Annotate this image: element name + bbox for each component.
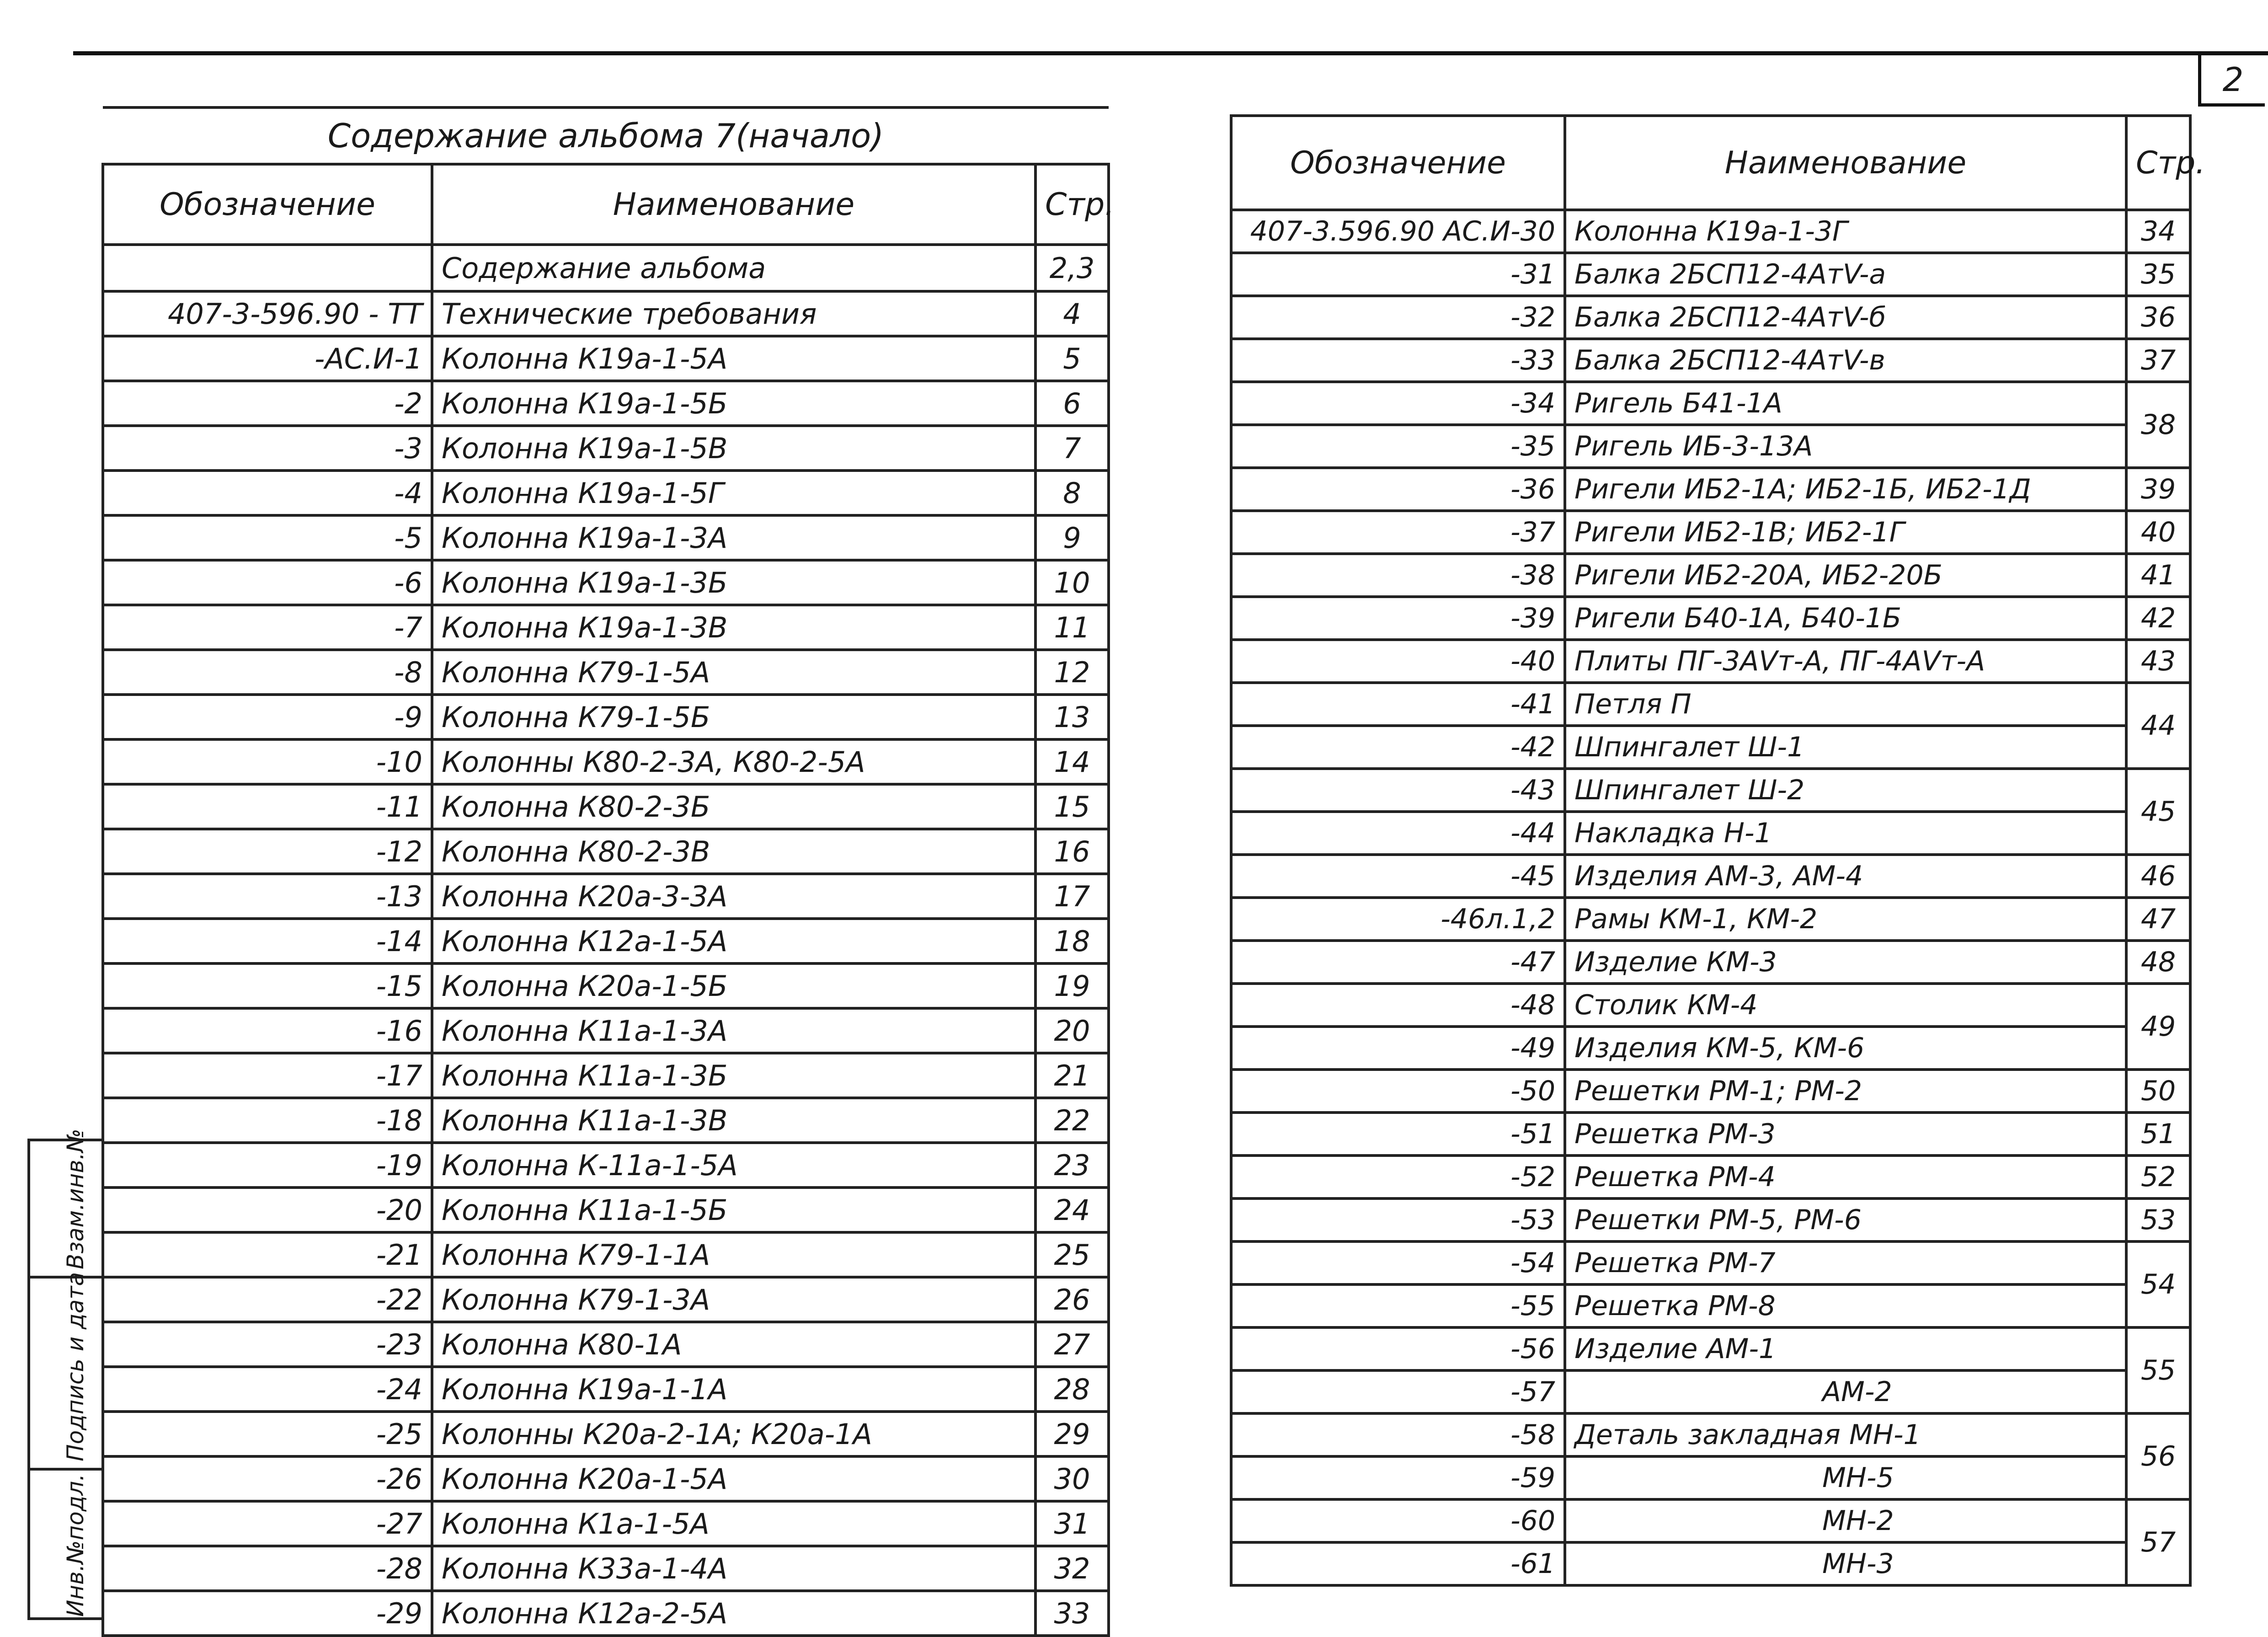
table-row <box>103 605 1109 650</box>
page-cell: 2,3 <box>1035 245 1109 291</box>
name-cell: Рамы КМ-1, КМ-2 <box>1565 898 2126 941</box>
page-cell: 28 <box>1035 1367 1109 1412</box>
table-row <box>1231 984 2190 1027</box>
designation-cell: -37 <box>1231 511 1565 554</box>
name-cell: Колонна К19а-1-1А <box>432 1367 1035 1412</box>
table-row <box>103 919 1109 963</box>
page-cell: 15 <box>1035 784 1109 829</box>
designation-cell: -25 <box>103 1412 432 1456</box>
header-page: Стр. <box>2126 116 2190 210</box>
name-cell: АМ-2 <box>1565 1370 2126 1413</box>
page-cell: 4 <box>1035 291 1109 336</box>
name-cell: Решетка РМ-3 <box>1565 1113 2126 1156</box>
page-cell: 56 <box>2126 1413 2190 1499</box>
page-cell: 34 <box>2126 210 2190 253</box>
left-table-body <box>103 245 1109 1636</box>
page-cell: 43 <box>2126 640 2190 683</box>
header-designation: Обозначение <box>103 164 432 245</box>
page-cell: 5 <box>1035 336 1109 381</box>
designation-cell: -22 <box>103 1277 432 1322</box>
page-cell: 55 <box>2126 1327 2190 1413</box>
name-cell: Колонна К80-2-3В <box>432 829 1035 874</box>
page-cell: 57 <box>2126 1499 2190 1585</box>
name-cell: Колонна К11а-1-3А <box>432 1008 1035 1053</box>
page-cell: 19 <box>1035 963 1109 1008</box>
name-cell: МН-2 <box>1565 1499 2126 1542</box>
name-cell: Колонна К19а-1-3Г <box>1565 210 2126 253</box>
name-cell: Ригели ИБ2-1В; ИБ2-1Г <box>1565 511 2126 554</box>
designation-cell: -39 <box>1231 597 1565 640</box>
designation-cell: -21 <box>103 1232 432 1277</box>
page-cell: 49 <box>2126 984 2190 1070</box>
designation-cell: -48 <box>1231 984 1565 1027</box>
page-cell: 13 <box>1035 695 1109 739</box>
table-row <box>1231 1198 2190 1241</box>
name-cell: Колонна К80-1А <box>432 1322 1035 1367</box>
name-cell: Колонны К20а-2-1А; К20а-1А <box>432 1412 1035 1456</box>
name-cell: Содержание альбома <box>432 245 1035 291</box>
designation-cell: -51 <box>1231 1113 1565 1156</box>
page-cell: 38 <box>2126 382 2190 468</box>
name-cell: Колонна К79-1-5А <box>432 650 1035 695</box>
page-cell: 46 <box>2126 855 2190 898</box>
page-cell: 54 <box>2126 1241 2190 1327</box>
name-cell: МН-5 <box>1565 1456 2126 1499</box>
page-cell: 8 <box>1035 471 1109 515</box>
page-cell: 31 <box>1035 1501 1109 1546</box>
name-cell: Колонна К19а-1-3Б <box>432 560 1035 605</box>
designation-cell: -12 <box>103 829 432 874</box>
table-row <box>103 1143 1109 1188</box>
table-row <box>103 963 1109 1008</box>
table-row <box>103 1053 1109 1098</box>
designation-cell: -38 <box>1231 554 1565 597</box>
name-cell: Ригель Б41-1А <box>1565 382 2126 425</box>
table-row <box>1231 597 2190 640</box>
designation-cell: -49 <box>1231 1027 1565 1070</box>
table-row <box>1231 1413 2190 1456</box>
designation-cell: -46л.1,2 <box>1231 898 1565 941</box>
designation-cell: -54 <box>1231 1241 1565 1284</box>
table-row <box>1231 1370 2190 1413</box>
table-row <box>1231 1156 2190 1198</box>
designation-cell <box>103 245 432 291</box>
name-cell: Колонна К12а-2-5А <box>432 1591 1035 1636</box>
name-cell: Решетки РМ-1; РМ-2 <box>1565 1070 2126 1113</box>
page-cell: 10 <box>1035 560 1109 605</box>
designation-cell: -11 <box>103 784 432 829</box>
name-cell: Колонна К12а-1-5А <box>432 919 1035 963</box>
name-cell: Колонна К19а-1-5А <box>432 336 1035 381</box>
table-row <box>1231 898 2190 941</box>
table-row <box>103 1456 1109 1501</box>
table-row <box>103 245 1109 291</box>
name-cell: Колонна К33а-1-4А <box>432 1546 1035 1591</box>
table-row <box>1231 640 2190 683</box>
designation-cell: -31 <box>1231 253 1565 296</box>
name-cell: Ригель ИБ-3-13А <box>1565 425 2126 468</box>
stamp-label-signature: Подпись и дата <box>62 1272 89 1461</box>
table-row <box>1231 1284 2190 1327</box>
table-row <box>103 1591 1109 1636</box>
name-cell: Балка 2БСП12-4АтV-в <box>1565 339 2126 382</box>
name-cell: Колонна К20а-1-5А <box>432 1456 1035 1501</box>
name-cell: Изделие КМ-3 <box>1565 941 2126 984</box>
designation-cell: -3 <box>103 426 432 471</box>
table-row <box>103 426 1109 471</box>
page-cell: 26 <box>1035 1277 1109 1322</box>
name-cell: Ригели ИБ2-1А; ИБ2-1Б, ИБ2-1Д <box>1565 468 2126 511</box>
designation-cell: -29 <box>103 1591 432 1636</box>
table-row <box>103 291 1109 336</box>
designation-cell: -33 <box>1231 339 1565 382</box>
sheet-number: 2 <box>2198 55 2265 107</box>
table-row <box>1231 210 2190 253</box>
designation-cell: -13 <box>103 874 432 919</box>
designation-cell: -9 <box>103 695 432 739</box>
name-cell: Колонна К11а-1-3В <box>432 1098 1035 1143</box>
table-row <box>103 784 1109 829</box>
table-row <box>103 515 1109 560</box>
page-cell: 45 <box>2126 769 2190 855</box>
designation-cell: -14 <box>103 919 432 963</box>
name-cell: Колонна К79-1-1А <box>432 1232 1035 1277</box>
name-cell: Колонны К80-2-3А, К80-2-5А <box>432 739 1035 784</box>
page-cell: 21 <box>1035 1053 1109 1098</box>
header-designation: Обозначение <box>1231 116 1565 210</box>
page-cell: 36 <box>2126 296 2190 339</box>
designation-cell: -34 <box>1231 382 1565 425</box>
table-row <box>1231 382 2190 425</box>
stamp-cell-signature <box>30 1272 101 1471</box>
approval-side-stamp <box>27 1129 101 1620</box>
name-cell: Столик КМ-4 <box>1565 984 2126 1027</box>
page-cell: 16 <box>1035 829 1109 874</box>
table-row <box>1231 769 2190 812</box>
name-cell: Решетки РМ-5, РМ-6 <box>1565 1198 2126 1241</box>
header-name: Наименование <box>432 164 1035 245</box>
table-row <box>103 471 1109 515</box>
table-row <box>103 1188 1109 1232</box>
page-cell: 9 <box>1035 515 1109 560</box>
name-cell: Колонна К79-1-3А <box>432 1277 1035 1322</box>
page-cell: 12 <box>1035 650 1109 695</box>
table-row <box>1231 1456 2190 1499</box>
designation-cell: -50 <box>1231 1070 1565 1113</box>
right-table-body <box>1231 210 2190 1585</box>
name-cell: Петля П <box>1565 683 2126 726</box>
designation-cell: 407-3-596.90 - ТТ <box>103 291 432 336</box>
page-cell: 48 <box>2126 941 2190 984</box>
page-cell: 29 <box>1035 1412 1109 1456</box>
table-row <box>1231 1241 2190 1284</box>
page-cell: 24 <box>1035 1188 1109 1232</box>
designation-cell: -2 <box>103 381 432 426</box>
table-row <box>103 650 1109 695</box>
table-row <box>1231 812 2190 855</box>
page-cell: 22 <box>1035 1098 1109 1143</box>
table-row <box>1231 726 2190 769</box>
table-row <box>1231 253 2190 296</box>
table-row <box>1231 1542 2190 1585</box>
name-cell: Деталь закладная МН-1 <box>1565 1413 2126 1456</box>
table-row <box>1231 554 2190 597</box>
page-cell: 11 <box>1035 605 1109 650</box>
name-cell: Колонна К-11а-1-5А <box>432 1143 1035 1188</box>
page-cell: 18 <box>1035 919 1109 963</box>
table-row <box>103 1008 1109 1053</box>
table-row <box>103 739 1109 784</box>
designation-cell: -6 <box>103 560 432 605</box>
table-row <box>103 1546 1109 1591</box>
table-row <box>1231 1027 2190 1070</box>
designation-cell: -16 <box>103 1008 432 1053</box>
table-row <box>103 1501 1109 1546</box>
designation-cell: -26 <box>103 1456 432 1501</box>
table-row <box>103 1277 1109 1322</box>
name-cell: Колонна К19а-1-5Г <box>432 471 1035 515</box>
designation-cell: -28 <box>103 1546 432 1591</box>
name-cell: Изделия АМ-3, АМ-4 <box>1565 855 2126 898</box>
contents-table-left <box>101 106 1115 1637</box>
designation-cell: -35 <box>1231 425 1565 468</box>
table-row <box>1231 1499 2190 1542</box>
name-cell: Изделия КМ-5, КМ-6 <box>1565 1027 2126 1070</box>
page-cell: 50 <box>2126 1070 2190 1113</box>
name-cell: Изделие АМ-1 <box>1565 1327 2126 1370</box>
designation-cell: -18 <box>103 1098 432 1143</box>
header-page: Стр. <box>1035 164 1109 245</box>
designation-cell: -56 <box>1231 1327 1565 1370</box>
designation-cell: -43 <box>1231 769 1565 812</box>
designation-cell: -7 <box>103 605 432 650</box>
name-cell: Колонна К20а-3-3А <box>432 874 1035 919</box>
page-cell: 42 <box>2126 597 2190 640</box>
album-contents-caption: Содержание альбома 7(начало) <box>103 107 1109 164</box>
stamp-label-replacement: Взам.инв.№ <box>62 1129 89 1269</box>
designation-cell: -23 <box>103 1322 432 1367</box>
table-row <box>103 560 1109 605</box>
designation-cell: -45 <box>1231 855 1565 898</box>
table-row <box>103 695 1109 739</box>
page-cell: 17 <box>1035 874 1109 919</box>
page-cell: 23 <box>1035 1143 1109 1188</box>
table-row <box>1231 855 2190 898</box>
name-cell: МН-3 <box>1565 1542 2126 1585</box>
page-cell: 53 <box>2126 1198 2190 1241</box>
table-row <box>103 829 1109 874</box>
designation-cell: 407-3.596.90 АС.И-30 <box>1231 210 1565 253</box>
name-cell: Колонна К11а-1-3Б <box>432 1053 1035 1098</box>
page-cell: 35 <box>2126 253 2190 296</box>
designation-cell: -47 <box>1231 941 1565 984</box>
designation-cell: -27 <box>103 1501 432 1546</box>
designation-cell: -4 <box>103 471 432 515</box>
name-cell: Технические требования <box>432 291 1035 336</box>
stamp-cell-replacement <box>30 1129 101 1279</box>
stamp-cell-inventory <box>30 1471 101 1623</box>
name-cell: Ригели ИБ2-20А, ИБ2-20Б <box>1565 554 2126 597</box>
name-cell: Балка 2БСП12-4АтV-б <box>1565 296 2126 339</box>
page-cell: 47 <box>2126 898 2190 941</box>
name-cell: Колонна К20а-1-5Б <box>432 963 1035 1008</box>
designation-cell: -42 <box>1231 726 1565 769</box>
page-cell: 14 <box>1035 739 1109 784</box>
designation-cell: -10 <box>103 739 432 784</box>
page-cell: 25 <box>1035 1232 1109 1277</box>
designation-cell: -5 <box>103 515 432 560</box>
table-row <box>1231 1327 2190 1370</box>
name-cell: Балка 2БСП12-4АтV-а <box>1565 253 2126 296</box>
designation-cell: -61 <box>1231 1542 1565 1585</box>
designation-cell: -15 <box>103 963 432 1008</box>
table-row <box>1231 425 2190 468</box>
contents-table-right <box>1230 114 2205 1587</box>
table-row <box>103 1322 1109 1367</box>
name-cell: Ригели Б40-1А, Б40-1Б <box>1565 597 2126 640</box>
name-cell: Накладка Н-1 <box>1565 812 2126 855</box>
designation-cell: -44 <box>1231 812 1565 855</box>
name-cell: Шпингалет Ш-1 <box>1565 726 2126 769</box>
designation-cell: -32 <box>1231 296 1565 339</box>
designation-cell: -55 <box>1231 1284 1565 1327</box>
table-row <box>103 874 1109 919</box>
stamp-label-inventory: Инв.№подл. <box>62 1473 89 1617</box>
table-row <box>103 336 1109 381</box>
name-cell: Колонна К79-1-5Б <box>432 695 1035 739</box>
page-cell: 7 <box>1035 426 1109 471</box>
table-row <box>103 1367 1109 1412</box>
page-cell: 27 <box>1035 1322 1109 1367</box>
designation-cell: -40 <box>1231 640 1565 683</box>
name-cell: Колонна К1а-1-5А <box>432 1501 1035 1546</box>
name-cell: Колонна К19а-1-5Б <box>432 381 1035 426</box>
top-border-line <box>73 51 2268 55</box>
name-cell: Решетка РМ-8 <box>1565 1284 2126 1327</box>
table-row <box>1231 1113 2190 1156</box>
name-cell: Плиты ПГ-3АVт-А, ПГ-4АVт-А <box>1565 640 2126 683</box>
designation-cell: -59 <box>1231 1456 1565 1499</box>
page-cell: 39 <box>2126 468 2190 511</box>
table-row <box>1231 468 2190 511</box>
table-row <box>103 1232 1109 1277</box>
table-row <box>1231 683 2190 726</box>
page-cell: 44 <box>2126 683 2190 769</box>
table-row <box>1231 1070 2190 1113</box>
table-row <box>1231 296 2190 339</box>
page-cell: 20 <box>1035 1008 1109 1053</box>
page-cell: 37 <box>2126 339 2190 382</box>
designation-cell: -19 <box>103 1143 432 1188</box>
name-cell: Колонна К80-2-3Б <box>432 784 1035 829</box>
name-cell: Колонна К19а-1-3В <box>432 605 1035 650</box>
table-row <box>103 1098 1109 1143</box>
designation-cell: -41 <box>1231 683 1565 726</box>
page-cell: 32 <box>1035 1546 1109 1591</box>
designation-cell: -53 <box>1231 1198 1565 1241</box>
page-cell: 6 <box>1035 381 1109 426</box>
designation-cell: -52 <box>1231 1156 1565 1198</box>
designation-cell: -60 <box>1231 1499 1565 1542</box>
header-name: Наименование <box>1565 116 2126 210</box>
page-cell: 40 <box>2126 511 2190 554</box>
designation-cell: -57 <box>1231 1370 1565 1413</box>
name-cell: Решетка РМ-4 <box>1565 1156 2126 1198</box>
name-cell: Шпингалет Ш-2 <box>1565 769 2126 812</box>
table-row <box>103 381 1109 426</box>
designation-cell: -8 <box>103 650 432 695</box>
page-cell: 30 <box>1035 1456 1109 1501</box>
designation-cell: -17 <box>103 1053 432 1098</box>
name-cell: Колонна К19а-1-5В <box>432 426 1035 471</box>
page-cell: 41 <box>2126 554 2190 597</box>
table-row <box>103 1412 1109 1456</box>
name-cell: Колонна К19а-1-3А <box>432 515 1035 560</box>
designation-cell: -58 <box>1231 1413 1565 1456</box>
designation-cell: -АС.И-1 <box>103 336 432 381</box>
name-cell: Решетка РМ-7 <box>1565 1241 2126 1284</box>
page-cell: 51 <box>2126 1113 2190 1156</box>
designation-cell: -36 <box>1231 468 1565 511</box>
table-row <box>1231 339 2190 382</box>
name-cell: Колонна К11а-1-5Б <box>432 1188 1035 1232</box>
page-cell: 52 <box>2126 1156 2190 1198</box>
table-row <box>1231 511 2190 554</box>
designation-cell: -24 <box>103 1367 432 1412</box>
table-row <box>1231 941 2190 984</box>
designation-cell: -20 <box>103 1188 432 1232</box>
page-cell: 33 <box>1035 1591 1109 1636</box>
